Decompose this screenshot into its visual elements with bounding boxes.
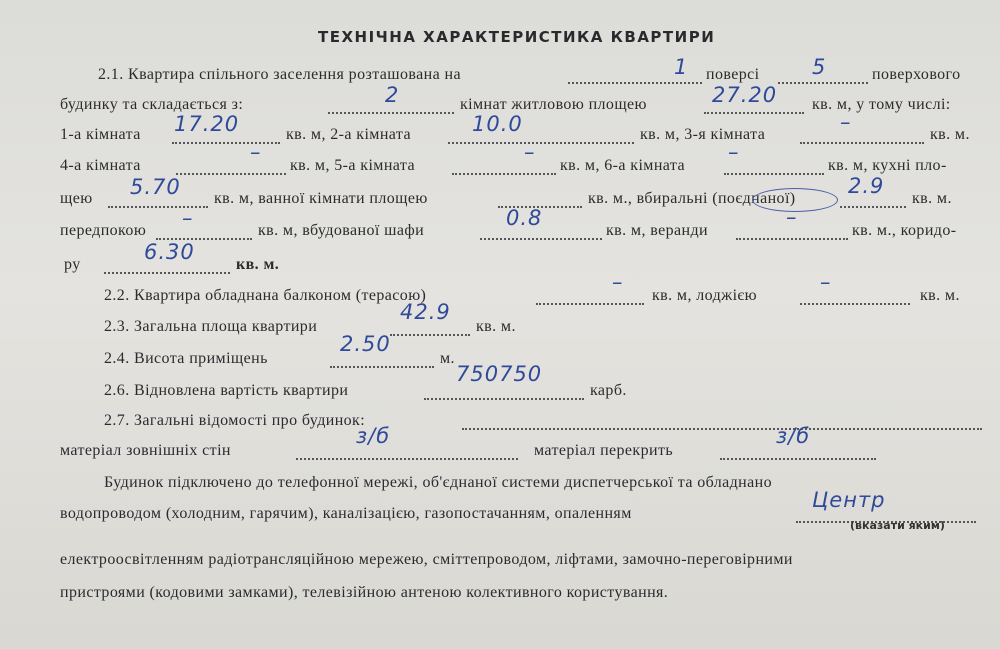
value-room5: – — [524, 140, 536, 164]
note-specify: (вказати яким) — [850, 519, 945, 532]
blank-corridor — [104, 272, 230, 274]
label-toilet-unit: кв. м. — [912, 190, 952, 207]
label-cost-unit: карб. — [590, 382, 627, 399]
label-room2: кв. м, 2-а кімната — [286, 126, 411, 143]
blank-total-area — [390, 334, 470, 336]
value-floor: 1 — [674, 55, 689, 79]
label-including: кв. м, у тому числі: — [812, 96, 951, 113]
label-floor: поверсі — [706, 66, 760, 83]
label-room3-unit: кв. м. — [930, 126, 970, 143]
label-height-unit: м. — [440, 350, 455, 367]
blank-loggia — [800, 303, 910, 305]
value-rooms: 2 — [385, 83, 400, 107]
value-balcony: – — [612, 270, 624, 294]
label-storeys: поверхового — [872, 66, 961, 83]
blank-room3 — [800, 142, 924, 144]
label-loggia: кв. м, лоджією — [652, 287, 758, 304]
value-total-area: 42.9 — [400, 300, 451, 324]
label-building: будинку та складається з: — [60, 96, 244, 113]
value-wardrobe: 0.8 — [506, 206, 543, 230]
value-cost: 750750 — [456, 362, 543, 386]
value-corridor: 6.30 — [144, 240, 195, 264]
blank-wall-material — [296, 458, 518, 460]
blank-room6 — [724, 173, 824, 175]
value-kitchen: 5.70 — [130, 175, 181, 199]
label-corridor: кв. м., коридо- — [852, 222, 957, 239]
label-wall-material: матеріал зовнішніх стін — [60, 442, 231, 459]
value-loggia: – — [820, 270, 832, 294]
value-heating: Центр — [812, 488, 886, 512]
label-room4: 4-а кімната — [60, 157, 141, 174]
label-floor-material: матеріал перекрить — [534, 442, 674, 459]
label-veranda: кв. м, веранди — [606, 222, 708, 239]
label-room3: кв. м, 3-я кімната — [640, 126, 766, 143]
label-kitchen-area: щею — [60, 190, 93, 207]
blank-general-info — [462, 428, 982, 430]
label-bathroom: кв. м, ванної кімнати площею — [214, 190, 428, 207]
label-2-3: 2.3. Загальна площа квартири — [104, 318, 318, 335]
para-line-2: водопроводом (холодним, гарячим), каналізацією, газопостачанням, опаленням — [60, 505, 632, 522]
blank-room5 — [452, 173, 556, 175]
label-room6: кв. м, 6-а кімната — [560, 157, 685, 174]
label-wardrobe: кв. м, вбудованої шафи — [258, 222, 425, 239]
value-room3: – — [840, 110, 852, 134]
blank-cost — [424, 398, 584, 400]
document-title: ТЕХНІЧНА ХАРАКТЕРИСТИКА КВАРТИРИ — [318, 28, 716, 46]
label-2-6: 2.6. Відновлена вартість квартири — [104, 382, 349, 399]
blank-veranda — [736, 238, 848, 240]
label-room1: 1-а кімната — [60, 126, 141, 143]
blank-room4 — [176, 173, 286, 175]
blank-rooms — [328, 112, 454, 114]
label-2-2: 2.2. Квартира обладнана балконом (терасою) — [104, 287, 427, 304]
label-toilet: кв. м., вбиральні (поєднаної) — [588, 190, 796, 207]
para-line-3: електроосвітленням радіотрансляційною мережею, сміттепроводом, ліфтами, замочно-переговірними — [60, 551, 793, 568]
value-toilet: 2.9 — [848, 174, 885, 198]
label-2-4: 2.4. Висота приміщень — [104, 350, 268, 367]
value-floor-material: з/б — [776, 424, 811, 448]
value-wall-material: з/б — [356, 424, 391, 448]
blank-storeys — [778, 82, 868, 84]
blank-room1 — [172, 142, 280, 144]
value-storeys: 5 — [812, 55, 827, 79]
label-room5: кв. м, 5-а кімната — [290, 157, 415, 174]
blank-living-area — [704, 112, 804, 114]
blank-wardrobe — [480, 238, 602, 240]
label-hallway: передпокою — [60, 222, 147, 239]
value-height: 2.50 — [340, 332, 391, 356]
blank-floor-material — [720, 458, 876, 460]
label-corridor-unit: кв. м. — [236, 256, 280, 273]
value-room4: – — [250, 140, 262, 164]
label-total-area-unit: кв. м. — [476, 318, 516, 335]
label-loggia-unit: кв. м. — [920, 287, 960, 304]
value-living-area: 27.20 — [712, 83, 778, 107]
blank-height — [330, 366, 434, 368]
value-room6: – — [728, 140, 740, 164]
value-hallway: – — [182, 206, 194, 230]
para-line-4: пристроями (кодовими замками), телевізійною антеною колективного користування. — [60, 584, 669, 601]
label-corridor-end: ру — [64, 256, 81, 273]
value-room1: 17.20 — [174, 112, 240, 136]
value-room2: 10.0 — [472, 112, 523, 136]
label-2-7: 2.7. Загальні відомості про будинок: — [104, 412, 366, 429]
para-line-1: Будинок підключено до телефонної мережі, об'єднаної системи диспетчерської та обладнано — [104, 474, 773, 491]
label-2-1: 2.1. Квартира спільного заселення розташована на — [98, 66, 461, 83]
label-kitchen: кв. м, кухні пло- — [828, 157, 947, 174]
blank-balcony — [536, 303, 644, 305]
value-veranda: – — [786, 205, 798, 229]
blank-room2 — [448, 142, 634, 144]
blank-toilet — [840, 206, 906, 208]
blank-floor — [568, 82, 702, 84]
label-living-area: кімнат житловою площею — [460, 96, 647, 113]
